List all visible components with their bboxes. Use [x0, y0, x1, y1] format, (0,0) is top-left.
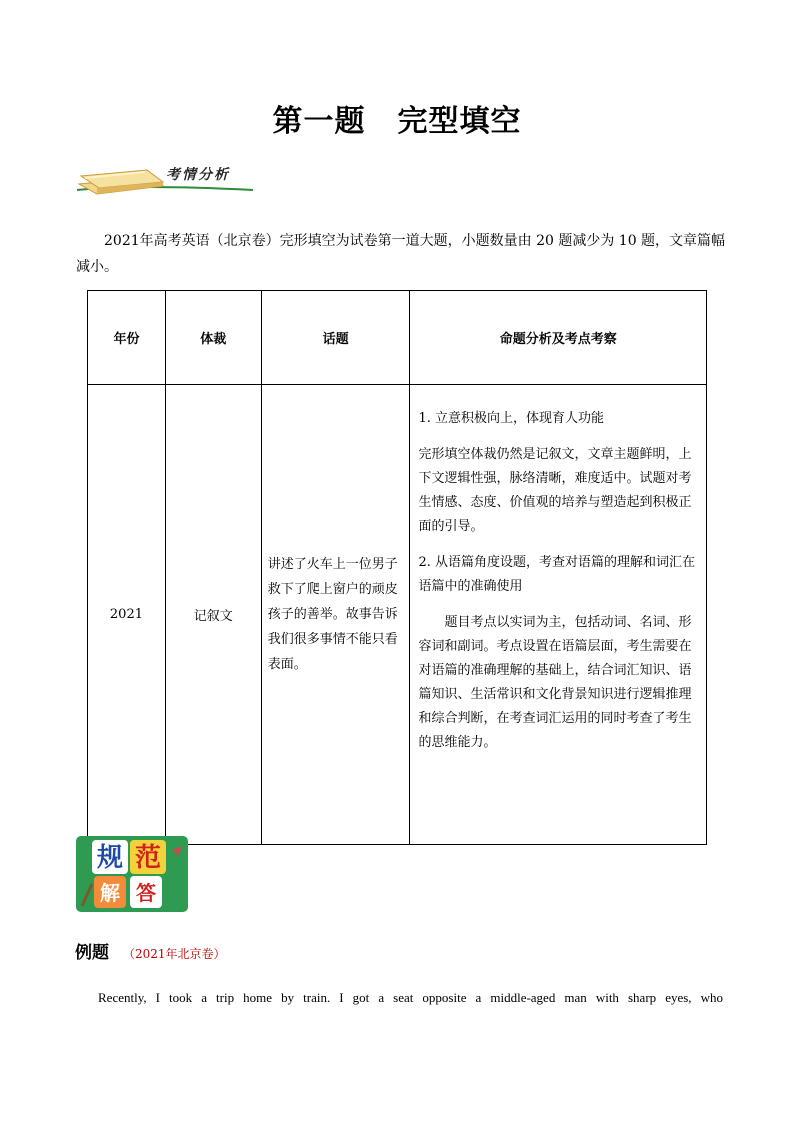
example-source: （2021年北京卷）: [123, 947, 226, 961]
stamp-char-4: 答: [136, 881, 156, 905]
standard-answer-stamp: [76, 836, 188, 912]
cell-genre: 记叙文: [165, 385, 261, 845]
analysis-point-2-body: 题目考点以实词为主，包括动词、名词、形容词和副词。考点设置在语篇层面，考生需要在对语篇的准确理解的基础上，结合词汇知识、语篇知识、生活常识和文化背景知识进行逻辑推理和综合判断，在考查词汇运用的同时考查了考生的思维能力。: [418, 615, 692, 750]
stamp-char-1: 规: [96, 843, 124, 873]
cell-analysis: [410, 385, 707, 845]
cell-year: 2021: [88, 385, 166, 845]
table-row: [88, 385, 707, 845]
stamp-char-3: 解: [100, 881, 120, 905]
example-heading: [75, 938, 226, 963]
page-title: [0, 96, 794, 140]
header-analysis: 命题分析及考点考察: [410, 291, 707, 385]
title-part-1: 第一题: [272, 104, 366, 139]
stamp-char-2: 范: [134, 843, 162, 873]
section-banner-label: 考情分析: [166, 167, 230, 183]
header-topic: 话题: [261, 291, 410, 385]
header-genre: 体裁: [165, 291, 261, 385]
analysis-point-2-heading: 2. 从语篇角度设题，考查对语篇的理解和词汇在语篇中的准确使用: [418, 555, 696, 594]
header-year: 年份: [88, 291, 166, 385]
cell-topic: 讲述了火车上一位男子救下了爬上窗户的顽皮孩子的善举。故事告诉我们很多事情不能只看表面。: [261, 385, 410, 845]
analysis-point-1-heading: 1. 立意积极向上，体现育人功能: [418, 411, 605, 426]
intro-paragraph: 2021年高考英语（北京卷）完形填空为试卷第一道大题，小题数量由 20 题减少为 10 题，文章篇幅减小。: [76, 233, 726, 275]
table-header-row: [88, 291, 707, 385]
example-label: 例题: [75, 943, 109, 963]
title-part-2: 完型填空: [397, 104, 522, 139]
analysis-point-1-body: 完形填空体裁仍然是记叙文，文章主题鲜明，上下文逻辑性强，脉络清晰，难度适中。试题对考生情感、态度、价值观的培养与塑造起到积极正面的引导。: [418, 447, 692, 534]
exam-analysis-table: [87, 290, 707, 845]
passage-first-line: Recently, I took a trip home by train. I got a seat opposite a middle-aged man with sharp eyes, who: [98, 990, 723, 1005]
